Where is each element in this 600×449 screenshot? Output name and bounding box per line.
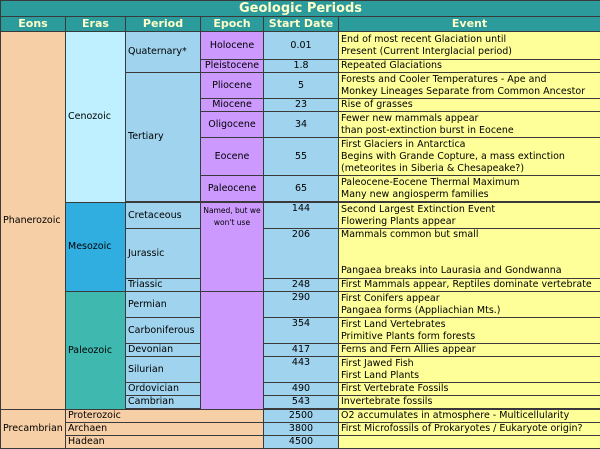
event-line: First Conifers appear	[341, 293, 598, 305]
event-line: First Vertebrate Fossils	[341, 383, 598, 395]
event-miocene	[339, 99, 600, 112]
header-start-date: Start Date	[264, 17, 339, 32]
event-permian	[339, 292, 600, 318]
period-carboniferous: Carboniferous	[126, 318, 201, 344]
event-proterozoic	[339, 410, 600, 423]
period-silurian: Silurian	[126, 357, 201, 383]
date-cretaceous: 144	[264, 203, 339, 229]
date-archaen: 3800	[264, 423, 339, 436]
date-paleocene: 65	[264, 176, 339, 202]
event-eocene	[339, 138, 600, 176]
event-line: Monkey Lineages Separate from Common Ancestor	[341, 86, 598, 98]
event-devonian	[339, 344, 600, 357]
header-eons: Eons	[1, 17, 66, 32]
event-line: Present (Current Interglacial period)	[341, 46, 598, 58]
table-row	[1, 203, 600, 229]
event-line: Many new angiosperm families	[341, 189, 598, 201]
event-line: Flowering Plants appear	[341, 216, 598, 228]
event-paleocene	[339, 176, 600, 202]
event-oligocene	[339, 112, 600, 138]
event-pliocene	[339, 73, 600, 99]
date-proterozoic: 2500	[264, 410, 339, 423]
event-line: Rise of grasses	[341, 99, 598, 111]
event-line: First Glaciers in Antarctica	[341, 139, 598, 151]
epoch-note-text: Named, but we won't use	[203, 205, 261, 229]
era-cenozoic: Cenozoic	[66, 32, 126, 203]
table-row	[1, 410, 600, 423]
era-mesozoic: Mesozoic	[66, 203, 126, 292]
date-triassic: 248	[264, 279, 339, 292]
epoch-oligocene: Oligocene	[201, 112, 264, 138]
period-cambrian: Cambrian	[126, 396, 201, 409]
event-line: Begins with Grande Copture, a mass extinction	[341, 151, 598, 163]
date-eocene: 55	[264, 138, 339, 176]
table-title: Geologic Periods	[1, 1, 600, 17]
table-row	[1, 436, 600, 449]
table-row	[1, 32, 600, 60]
period-triassic: Triassic	[126, 279, 201, 292]
event-line: First Jawed Fish	[341, 358, 598, 370]
epoch-paleozoic-blank	[201, 292, 264, 410]
header-eras: Eras	[66, 17, 126, 32]
date-pliocene: 5	[264, 73, 339, 99]
epoch-miocene: Miocene	[201, 99, 264, 112]
header-period: Period	[126, 17, 201, 32]
event-line: Pangaea breaks into Laurasia and Gondwanna	[341, 265, 562, 277]
event-line: O2 accumulates in atmosphere - Multicellularity	[341, 410, 598, 422]
event-triassic	[339, 279, 600, 292]
eon-phanerozoic: Phanerozoic	[1, 32, 66, 410]
event-line: Second Largest Extinction Event	[341, 204, 598, 216]
period-cretaceous: Cretaceous	[126, 203, 201, 229]
epoch-eocene: Eocene	[201, 138, 264, 176]
event-cretaceous	[339, 203, 600, 229]
event-line: First Microfossils of Prokaryotes / Eukaryote origin?	[341, 423, 598, 435]
date-devonian: 417	[264, 344, 339, 357]
date-cambrian: 543	[264, 396, 339, 409]
date-silurian: 443	[264, 357, 339, 383]
date-miocene: 23	[264, 99, 339, 112]
epoch-pleistocene: Pleistocene	[201, 60, 264, 73]
date-holocene: 0.01	[264, 32, 339, 60]
event-line: (meteorites in Siberia & Chesapeake?)	[341, 163, 598, 175]
event-holocene	[339, 32, 600, 60]
event-line: Pangaea forms (Appliachian Mts.)	[341, 305, 598, 317]
event-line: Invertebrate fossils	[341, 396, 598, 408]
date-pleistocene: 1.8	[264, 60, 339, 73]
table-row	[1, 292, 600, 318]
period-permian: Permian	[126, 292, 201, 318]
epoch-holocene: Holocene	[201, 32, 264, 60]
title-row	[1, 1, 600, 17]
event-hadean	[339, 436, 600, 449]
event-line: First Land Plants	[341, 370, 598, 382]
event-line: Fewer new mammals appear	[341, 113, 598, 125]
event-line: End of most recent Glaciation until	[341, 34, 598, 46]
event-ordovician	[339, 383, 600, 396]
epoch-paleocene: Paleocene	[201, 176, 264, 202]
event-line: Ferns and Fern Allies appear	[341, 344, 598, 356]
period-quaternary: Quaternary*	[126, 32, 201, 73]
period-ordovician: Ordovician	[126, 383, 201, 396]
date-oligocene: 34	[264, 112, 339, 138]
event-jurassic	[339, 229, 600, 279]
date-jurassic: 206	[264, 229, 339, 279]
period-tertiary: Tertiary	[126, 73, 201, 202]
event-line: Repeated Glaciations	[341, 60, 598, 72]
event-line: than post-extinction burst in Eocene	[341, 125, 598, 137]
era-archaen: Archaen	[66, 423, 264, 436]
date-carboniferous: 354	[264, 318, 339, 344]
event-line: Paleocene-Eocene Thermal Maximum	[341, 177, 598, 189]
event-cambrian	[339, 396, 600, 409]
event-line: First Mammals appear, Reptiles dominate vertebrate	[341, 279, 598, 291]
event-line: Primitive Plants form forests	[341, 331, 598, 343]
era-hadean: Hadean	[66, 436, 264, 449]
header-epoch: Epoch	[201, 17, 264, 32]
epoch-pliocene: Pliocene	[201, 73, 264, 99]
date-ordovician: 490	[264, 383, 339, 396]
era-proterozoic: Proterozoic	[66, 410, 264, 423]
period-devonian: Devonian	[126, 344, 201, 357]
event-pleistocene	[339, 60, 600, 73]
table-row	[1, 423, 600, 436]
date-hadean: 4500	[264, 436, 339, 449]
eon-precambrian: Precambrian	[1, 410, 66, 449]
era-paleozoic: Paleozoic	[66, 292, 126, 410]
date-permian: 290	[264, 292, 339, 318]
period-jurassic: Jurassic	[126, 229, 201, 279]
epoch-mesozoic-note	[201, 203, 264, 292]
event-archaen	[339, 423, 600, 436]
event-carboniferous	[339, 318, 600, 344]
event-line: Mammals common but small	[341, 229, 598, 241]
header-event: Event	[339, 17, 600, 32]
event-silurian	[339, 357, 600, 383]
header-row	[1, 17, 600, 32]
event-line: First Land Vertebrates	[341, 319, 598, 331]
event-line: Forests and Cooler Temperatures - Ape and	[341, 74, 598, 86]
